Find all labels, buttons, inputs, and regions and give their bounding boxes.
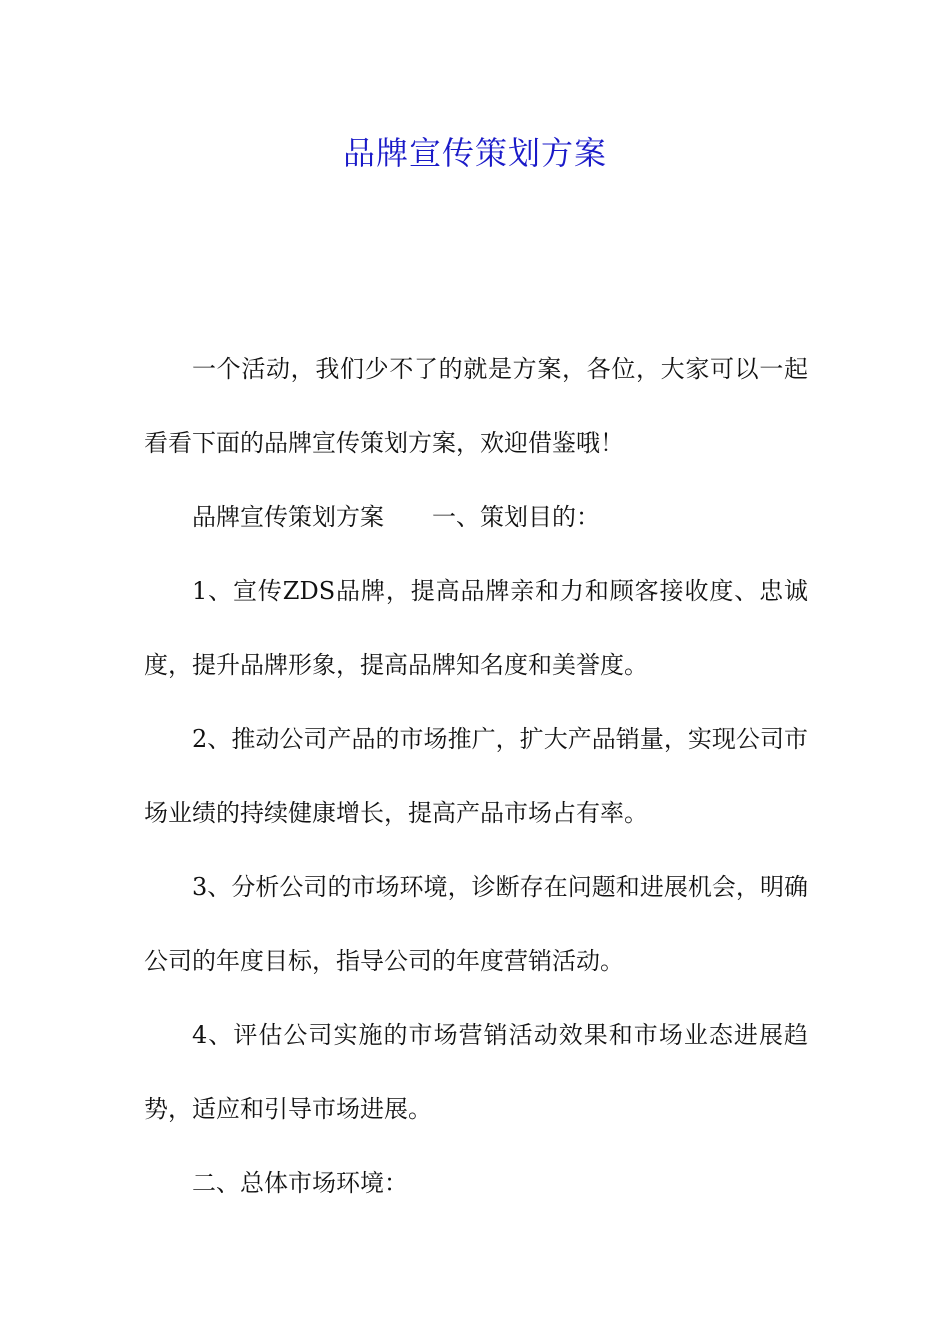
paragraph-item-4: 4、评估公司实施的市场营销活动效果和市场业态进展趋势，适应和引导市场进展。 [144,1021,808,1123]
paragraph-item-2: 2、推动公司产品的市场推广，扩大产品销量，实现公司市场业绩的持续健康增长，提高产品市场占有率。 [144,725,808,827]
document-body [144,332,808,1220]
heading-section-one: 一、策划目的： [432,503,600,531]
paragraph-section-two: 二、总体市场环境： [192,1169,408,1197]
paragraph-intro: 一个活动，我们少不了的就是方案，各位，大家可以一起看看下面的品牌宣传策划方案，欢迎借鉴哦！ [144,355,808,457]
paragraph-item-1: 1、宣传ZDS品牌，提高品牌亲和力和顾客接收度、忠诚度，提升品牌形象，提高品牌知名度和美誉度。 [144,577,808,679]
heading-doc-name: 品牌宣传策划方案 [192,503,384,531]
document-title: 品牌宣传策划方案 [342,134,607,172]
paragraph-section-heading [144,480,808,554]
paragraph-item-3: 3、分析公司的市场环境，诊断存在问题和进展机会，明确公司的年度目标，指导公司的年度营销活动。 [144,873,808,975]
